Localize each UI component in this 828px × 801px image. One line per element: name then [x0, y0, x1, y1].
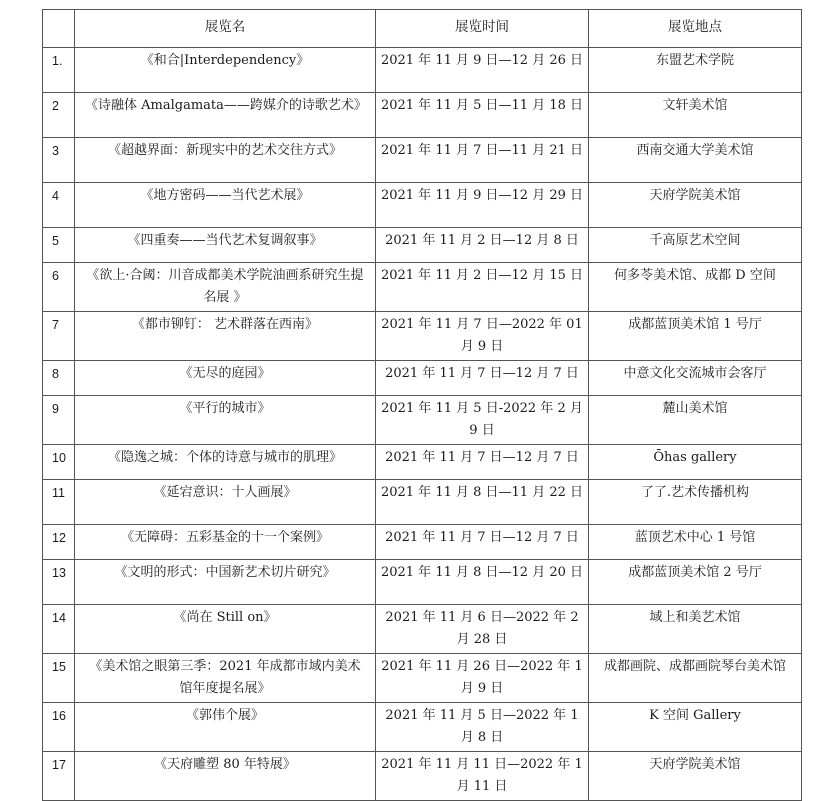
row-number: 1. — [43, 48, 75, 93]
exhibition-time: 2021 年 11 月 6 日—2022 年 2 月 28 日 — [376, 605, 589, 654]
exhibition-venue: 天府学院美术馆 — [589, 183, 802, 228]
header-number — [43, 10, 75, 48]
table-row — [43, 560, 802, 605]
exhibition-time: 2021 年 11 月 7 日—12 月 7 日 — [376, 525, 589, 560]
exhibition-name: 《诗融体 Amalgamata——跨媒介的诗歌艺术》 — [75, 93, 376, 138]
exhibition-time: 2021 年 11 月 7 日—2022 年 01 月 9 日 — [376, 312, 589, 361]
exhibition-time: 2021 年 11 月 7 日—12 月 7 日 — [376, 445, 589, 480]
table-row — [43, 396, 802, 445]
exhibition-venue: 了了.艺术传播机构 — [589, 480, 802, 525]
exhibition-time: 2021 年 11 月 7 日—12 月 7 日 — [376, 361, 589, 396]
header-exhibition-time: 展览时间 — [376, 10, 589, 48]
row-number: 2 — [43, 93, 75, 138]
exhibition-name: 《天府雕塑 80 年特展》 — [75, 752, 376, 801]
exhibition-time: 2021 年 11 月 2 日—12 月 8 日 — [376, 228, 589, 263]
exhibition-venue: 中意文化交流城市会客厅 — [589, 361, 802, 396]
table-row — [43, 654, 802, 703]
table-row — [43, 263, 802, 312]
exhibition-time: 2021 年 11 月 7 日—11 月 21 日 — [376, 138, 589, 183]
exhibition-table — [42, 9, 802, 801]
exhibition-table-container — [42, 9, 802, 801]
exhibition-time: 2021 年 11 月 9 日—12 月 29 日 — [376, 183, 589, 228]
exhibition-name: 《无尽的庭园》 — [75, 361, 376, 396]
exhibition-name: 《超越界面：新现实中的艺术交往方式》 — [75, 138, 376, 183]
row-number: 5 — [43, 228, 75, 263]
row-number: 17 — [43, 752, 75, 801]
exhibition-venue: 文轩美术馆 — [589, 93, 802, 138]
row-number: 14 — [43, 605, 75, 654]
exhibition-venue: 东盟艺术学院 — [589, 48, 802, 93]
exhibition-name: 《欲上·合阈：川音成都美术学院油画系研究生提名展 》 — [75, 263, 376, 312]
exhibition-venue: 成都蓝顶美术馆 2 号厅 — [589, 560, 802, 605]
table-row — [43, 361, 802, 396]
exhibition-time: 2021 年 11 月 11 日—2022 年 1 月 11 日 — [376, 752, 589, 801]
row-number: 3 — [43, 138, 75, 183]
row-number: 10 — [43, 445, 75, 480]
exhibition-venue: 域上和美艺术馆 — [589, 605, 802, 654]
table-row — [43, 703, 802, 752]
exhibition-time: 2021 年 11 月 8 日—12 月 20 日 — [376, 560, 589, 605]
row-number: 6 — [43, 263, 75, 312]
row-number: 11 — [43, 480, 75, 525]
exhibition-name: 《郭伟个展》 — [75, 703, 376, 752]
exhibition-name: 《和合|Interdependency》 — [75, 48, 376, 93]
exhibition-time: 2021 年 11 月 5 日—2022 年 1 月 8 日 — [376, 703, 589, 752]
exhibition-venue: 西南交通大学美术馆 — [589, 138, 802, 183]
exhibition-name: 《平行的城市》 — [75, 396, 376, 445]
table-row — [43, 525, 802, 560]
header-exhibition-name: 展览名 — [75, 10, 376, 48]
row-number: 12 — [43, 525, 75, 560]
header-row — [43, 10, 802, 48]
exhibition-name: 《四重奏——当代艺术复调叙事》 — [75, 228, 376, 263]
row-number: 8 — [43, 361, 75, 396]
row-number: 16 — [43, 703, 75, 752]
table-row — [43, 445, 802, 480]
exhibition-time: 2021 年 11 月 2 日—12 月 15 日 — [376, 263, 589, 312]
table-row — [43, 93, 802, 138]
exhibition-time: 2021 年 11 月 26 日—2022 年 1 月 9 日 — [376, 654, 589, 703]
exhibition-name: 《隐逸之城：个体的诗意与城市的肌理》 — [75, 445, 376, 480]
exhibition-venue: Ōhas gallery — [589, 445, 802, 480]
row-number: 9 — [43, 396, 75, 445]
exhibition-name: 《美术馆之眼第三季：2021 年成都市域内美术馆年度提名展》 — [75, 654, 376, 703]
exhibition-name: 《无障碍：五彩基金的十一个案例》 — [75, 525, 376, 560]
exhibition-venue: 天府学院美术馆 — [589, 752, 802, 801]
exhibition-time: 2021 年 11 月 5 日-2022 年 2 月 9 日 — [376, 396, 589, 445]
table-row — [43, 228, 802, 263]
exhibition-name: 《地方密码——当代艺术展》 — [75, 183, 376, 228]
exhibition-name: 《都市铆钉： 艺术群落在西南》 — [75, 312, 376, 361]
header-exhibition-venue: 展览地点 — [589, 10, 802, 48]
table-row — [43, 138, 802, 183]
table-row — [43, 48, 802, 93]
exhibition-venue: 蓝顶艺术中心 1 号馆 — [589, 525, 802, 560]
row-number: 7 — [43, 312, 75, 361]
row-number: 13 — [43, 560, 75, 605]
exhibition-name: 《尚在 Still on》 — [75, 605, 376, 654]
exhibition-time: 2021 年 11 月 5 日—11 月 18 日 — [376, 93, 589, 138]
table-row — [43, 183, 802, 228]
table-row — [43, 752, 802, 801]
row-number: 4 — [43, 183, 75, 228]
exhibition-venue: 何多苓美术馆、成都 D 空间 — [589, 263, 802, 312]
table-row — [43, 605, 802, 654]
exhibition-venue: 成都蓝顶美术馆 1 号厅 — [589, 312, 802, 361]
table-row — [43, 312, 802, 361]
exhibition-time: 2021 年 11 月 8 日—11 月 22 日 — [376, 480, 589, 525]
exhibition-venue: 千高原艺术空间 — [589, 228, 802, 263]
table-row — [43, 480, 802, 525]
exhibition-name: 《延宕意识：十人画展》 — [75, 480, 376, 525]
exhibition-venue: K 空间 Gallery — [589, 703, 802, 752]
exhibition-venue: 麓山美术馆 — [589, 396, 802, 445]
exhibition-time: 2021 年 11 月 9 日—12 月 26 日 — [376, 48, 589, 93]
exhibition-name: 《文明的形式：中国新艺术切片研究》 — [75, 560, 376, 605]
row-number: 15 — [43, 654, 75, 703]
exhibition-venue: 成都画院、成都画院琴台美术馆 — [589, 654, 802, 703]
